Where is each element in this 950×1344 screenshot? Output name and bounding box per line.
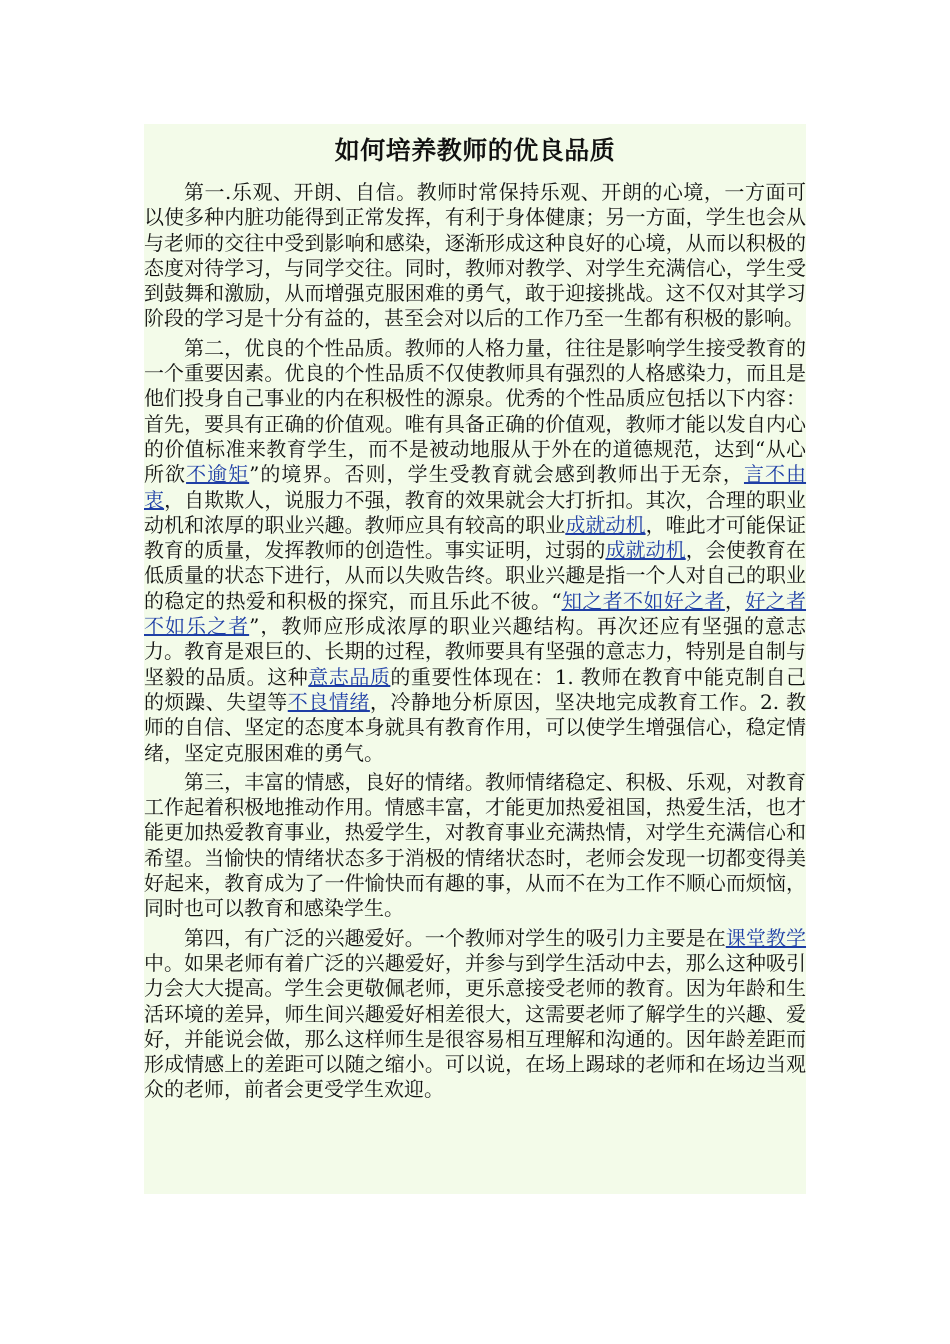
paragraph-text: 第二，优良的个性品质。教师的人格力量，往往是影响学生接受教育的一个重要因素。优良的个性品质不仅使教师具有强烈的人格感染力，而且是他们投身自己事业的内在积极性的源泉。优秀的个性品质应包括以下内容： 首先，要具有正确的价值观。唯有具备正确的价值观，教师才能以发自内心的价值标准来教育学生，而不是被动地服从于外在的道德规范，达到“从心所欲	[144, 335, 806, 487]
inline-link[interactable]: 成就动机	[565, 512, 646, 537]
inline-link[interactable]: 意志品质	[308, 664, 391, 689]
inline-link[interactable]: 言不由衷	[144, 462, 807, 512]
paragraph-text: 第三，丰富的情感，良好的情绪。教师情绪稳定、积极、乐观，对教育工作起着积极地推动作用。情感丰富，才能更加热爱祖国，热爱生活，也才能更加热爱教育事业，热爱学生，对教育事业充满热情，对学生充满信心和希望。当愉快的情绪状态多于消极的情绪状态时，老师会发现一切都变得美好起来，教育成为了一件愉快而有趣的事，从而不在为工作不顺心而烦恼，同时也可以教育和感染学生。	[144, 769, 806, 921]
paragraph	[144, 336, 806, 770]
paragraph-text: ，会使教育在低质量的状态下进行，从而以失败告终。职业兴趣是指一个人对自己的职业的稳定的热爱和积极的探究，而且乐此不彼。“	[144, 538, 806, 613]
paragraph-text: ，自欺欺人，说服力不强，教育的效果就会大打折扣。其次，合理的职业动机和浓厚的职业兴趣。教师应具有较高的职业	[144, 487, 806, 537]
paragraph-text: 的重要性体现在：1. 教师在教育中能克制自己的烦躁、失望等	[144, 664, 807, 714]
inline-link[interactable]: 成就动机	[605, 538, 686, 563]
paragraph-text: ”，教师应形成浓厚的职业兴趣结构。再次还应有坚强的意志力。教育是艰巨的、长期的过程，教师要具有坚强的意志力，特别是自制与坚毅的品质。这种	[144, 614, 806, 689]
inline-link[interactable]: 好之者不如乐之者	[144, 588, 807, 639]
page-title: 如何培养教师的优良品质	[334, 136, 616, 165]
inline-link[interactable]: 课堂教学	[725, 925, 807, 950]
paragraph-text: ，冷静地分析原因，坚决地完成教育工作。2. 教师的自信、坚定的态度本身就具有教育作用，可以使学生增强信心，稳定情绪，坚定克服困难的勇气。	[144, 689, 807, 765]
inline-link[interactable]: 知之者不如好之者	[561, 588, 725, 613]
paragraph-text: ，唯此才可能保证教育的质量，发挥教师的创造性。事实证明，过弱的	[144, 512, 806, 563]
inline-link[interactable]: 不良情绪	[287, 689, 370, 714]
paragraph-text: 第一.乐观、开朗、自信。教师时常保持乐观、开朗的心境，一方面可以使多种内脏功能得到正常发挥，有利于身体健康；另一方面，学生也会从与老师的交往中受到影响和感染，逐渐形成这种良好的心境，从而以积极的态度对待学习，与同学交往。同时，教师对教学、对学生充满信心，学生受到鼓舞和激励，从而增强克服困难的勇气，敢于迎接挑战。这不仅对其学习阶段的学习是十分有益的，甚至会对以后的工作乃至一生都有积极的影响。	[144, 180, 806, 331]
paragraph	[144, 770, 806, 926]
paragraph-text: 中。如果老师有着广泛的兴趣爱好，并参与到学生活动中去，那么这种吸引力会大大提高。学生会更敬佩老师，更乐意接受老师的教育。因为年龄和生活环境的差异，师生间兴趣爱好相差很大，这需要老师了解学生的兴趣、爱好，并能说会做，那么这样师生是很容易相互理解和沟通的。因年龄差距而形成情感上的差距可以随之缩小。可以说，在场上踢球的老师和在场边当观众的老师，前者会更受学生欢迎。	[144, 950, 806, 1102]
paragraph	[144, 180, 806, 336]
paragraph-text: ，	[724, 588, 746, 613]
article-block	[144, 124, 806, 1194]
article-body	[144, 180, 806, 1107]
paragraph-text: ”的境界。否则，学生受教育就会感到教师出于无奈，	[249, 462, 744, 487]
paragraph	[144, 926, 806, 1107]
inline-link[interactable]: 不逾矩	[186, 462, 250, 487]
paragraph-text: 第四，有广泛的兴趣爱好。一个教师对学生的吸引力主要是在	[184, 925, 726, 950]
